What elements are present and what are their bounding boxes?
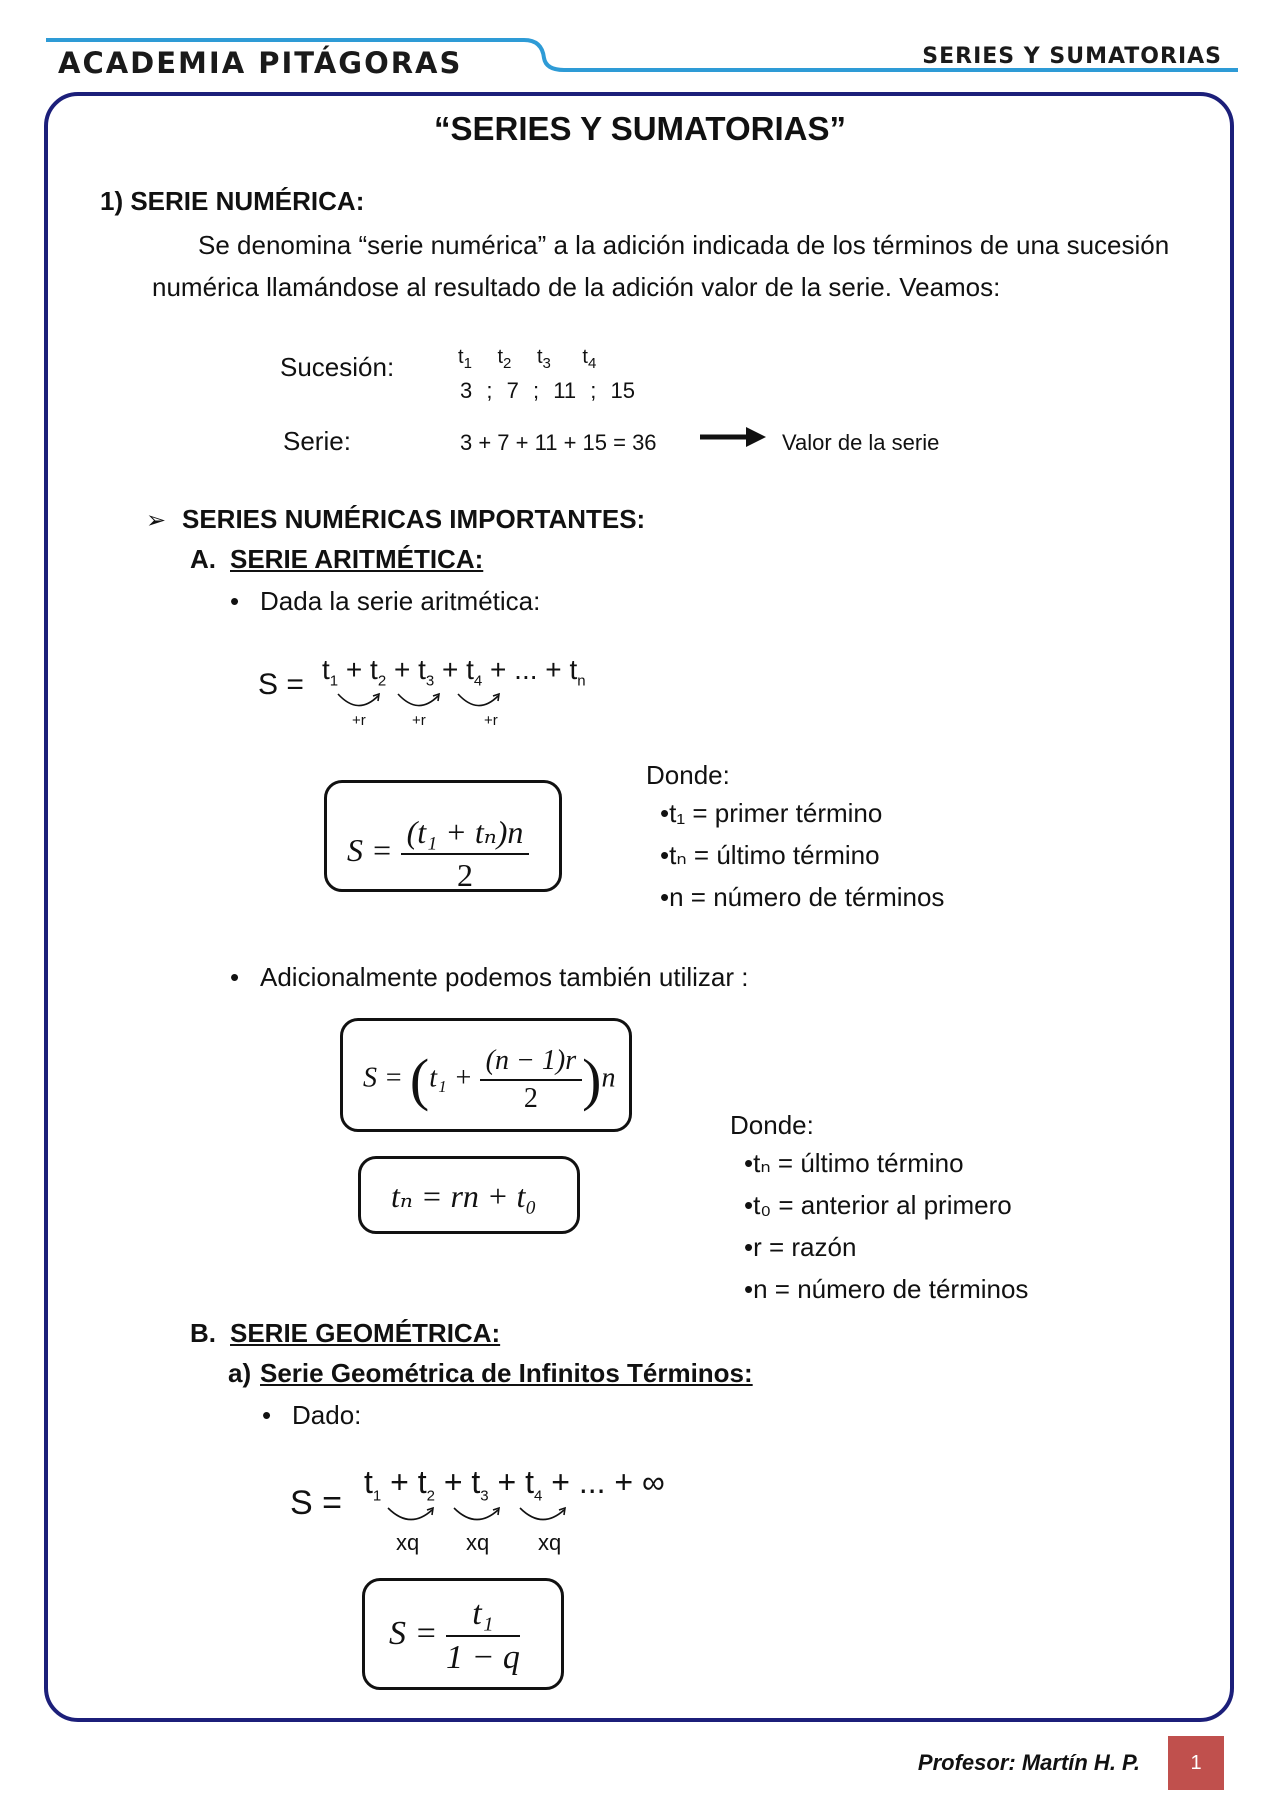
geom-s-eq: S = (290, 1484, 342, 1522)
page-number: 1 (1168, 1736, 1224, 1790)
arith-bullet1: Dada la serie aritmética: (260, 586, 541, 616)
arith-heading: SERIE ARITMÉTICA: (230, 544, 484, 574)
page-title: “SERIES Y SUMATORIAS” (434, 110, 846, 147)
arith-step-label: +r (352, 712, 366, 729)
running-title: SERIES Y SUMATORIAS (922, 44, 1222, 69)
serie-expression: 3 + 7 + 11 + 15 = 36 (460, 430, 657, 455)
geom-bullet: Dado: (292, 1400, 362, 1430)
arith-alt-formula-box: S = (t₁ + $\frac{(n - 1)r}{2}$ )n (340, 1018, 632, 1132)
donde-item: •tₙ = último término (744, 1148, 964, 1178)
arith-s-eq: S = (258, 668, 304, 701)
donde-label: Donde: (646, 760, 730, 790)
donde-item: •t₁ = primer término (660, 798, 883, 828)
geom-letter: B. (190, 1318, 216, 1348)
donde-item: •n = número de términos (660, 882, 945, 912)
arith-sum-formula-box: S = $\frac{\text{(t₁ + tₙ)n}}{2}$ (324, 780, 562, 892)
geom-sum-formula-box: S = $\frac{\text{t₁}}{1 - q}$ (362, 1578, 564, 1690)
donde-item: •r = razón (744, 1232, 857, 1262)
section-heading: 1) SERIE NUMÉRICA: (100, 186, 365, 216)
bullet-dot-icon: • (262, 1400, 272, 1430)
intro-paragraph: Se denomina “serie numérica” a la adición indicada de los términos de una sucesión numérica llamándose al resultado de la adición valor de la serie. Veamos: (152, 230, 1170, 302)
donde-item: •tₙ = último término (660, 840, 880, 870)
geom-heading: SERIE GEOMÉTRICA: (230, 1318, 501, 1348)
geom-step-label: xq (538, 1530, 562, 1555)
donde-item: •n = número de términos (744, 1274, 1029, 1304)
bullet-dot-icon: • (230, 586, 240, 616)
serie-label: Serie: (283, 426, 351, 456)
header-rule (44, 34, 1240, 78)
last-term-formula-box: tₙ = rn + t₀ (358, 1156, 580, 1234)
arith-step-label: +r (484, 712, 498, 729)
geom-sub-letter: a) (228, 1358, 252, 1388)
serie-value-label: Valor de la serie (782, 430, 940, 455)
geom-subheading: Serie Geométrica de Infinitos Términos: (260, 1358, 753, 1388)
sucesion-terms: $t_1$ $t_2$ $t_3$ $t_4$ (458, 346, 597, 372)
sucesion-label: Sucesión: (280, 352, 395, 382)
arith-step-label: +r (412, 712, 426, 729)
geom-terms: $t_1 + t_2 + t_3 + t_4$ + ... + ∞ (364, 1464, 665, 1505)
arith-bullet2: Adicionalmente podemos también utilizar : (260, 962, 749, 992)
donde-item: •t₀ = anterior al primero (744, 1190, 1012, 1220)
arrow-right-icon (700, 424, 768, 450)
geom-step-label: xq (396, 1530, 420, 1555)
important-heading: SERIES NUMÉRICAS IMPORTANTES: (182, 504, 646, 534)
arrowhead-bullet-icon: ➢ (146, 507, 167, 534)
arith-letter: A. (190, 544, 216, 574)
professor-credit: Profesor: Martín H. P. (917, 1750, 1140, 1775)
academy-name: ACADEMIA PITÁGORAS (58, 46, 463, 80)
bullet-dot-icon: • (230, 962, 240, 992)
arith-terms: $t_1 + t_2 + t_3 + t_4$ + ... + $t_n$ (322, 654, 586, 690)
donde-label: Donde: (730, 1110, 814, 1140)
geom-step-label: xq (466, 1530, 490, 1555)
sucesion-values: 3 ; 7 ; 11 ; 15 (460, 378, 635, 403)
